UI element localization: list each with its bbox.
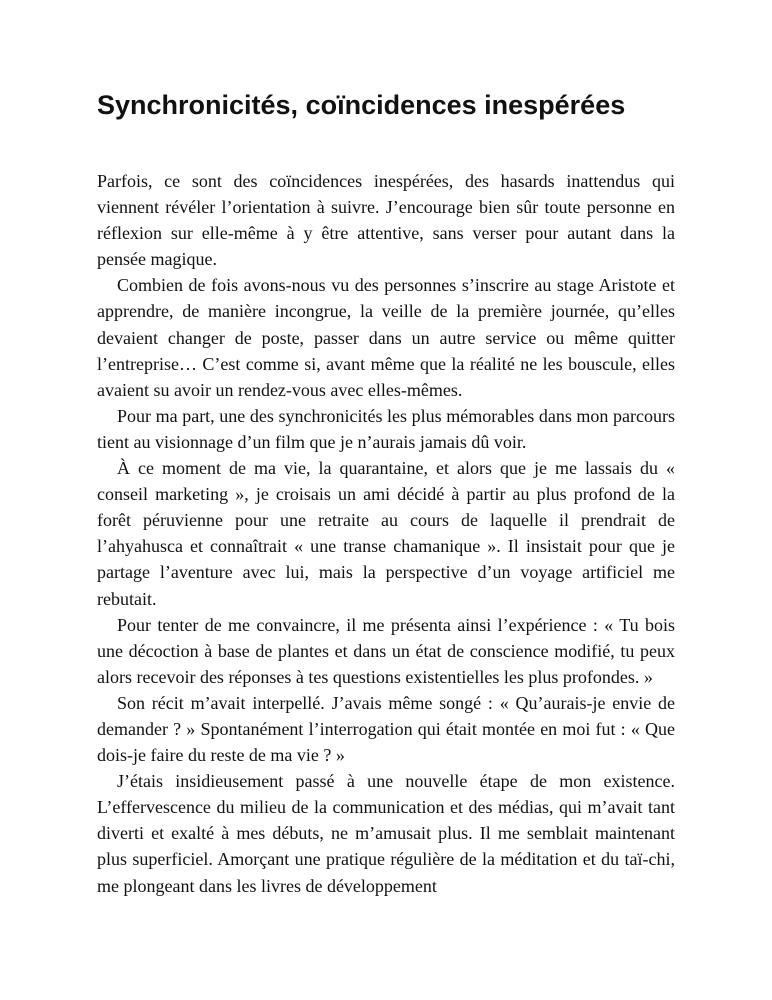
chapter-title: Synchronicités, coïncidences inespérées xyxy=(97,90,626,120)
paragraph-7: J’étais insidieusement passé à une nouvelle étape de mon existence. L’effervescence du milieu de la communication et des médias, qui m’avait tant diverti et exalté à mes débuts, ne m’amusait plus. Il me semblait maintenant plus superficiel. Amorçant une pratique régulière de la méditation et du taï-chi, me plongeant dans les livres de développement xyxy=(97,771,675,896)
paragraph-5: Pour tenter de me convaincre, il me présenta ainsi l’expérience : « Tu bois une décoction à base de plantes et dans un état de conscience modifié, tu peux alors recevoir des réponses à tes questions existentielles les plus profondes. » xyxy=(97,614,675,687)
paragraph-2: Combien de fois avons-nous vu des personnes s’inscrire au stage Aristote et apprendre, de manière incongrue, la veille de la première journée, qu’elles devaient changer de poste, passer dans un autre service ou même quitter l’entreprise… C’est comme si, avant même que la réalité ne les bouscule, elles avaient su avoir un rendez-vous avec elles-mêmes. xyxy=(97,275,675,400)
paragraph-4: À ce moment de ma vie, la quarantaine, et alors que je me lassais du « conseil marketing », je croisais un ami décidé à partir au plus profond de la forêt péruvienne pour une retraite au cours de laquelle il prendrait de l’ahyahusca et connaîtrait « une transe chamanique ». Il insistait pour que je partage l’aventure avec lui, mais la perspective d’un voyage artificiel me rebutait. xyxy=(97,458,675,609)
paragraph-3: Pour ma part, une des synchronicités les plus mémorables dans mon parcours tient au visionnage d’un film que je n’aurais jamais dû voir. xyxy=(97,405,675,452)
paragraph-6: Son récit m’avait interpellé. J’avais même songé : « Qu’aurais-je envie de demander ? » Spontanément l’interrogation qui était montée en moi fut : « Que dois-je faire du reste de ma vie ? » xyxy=(97,692,675,766)
chapter-body xyxy=(97,168,675,899)
paragraph-1: Parfois, ce sont des coïncidences inespérées, des hasards inattendus qui viennent révéler l’orientation à suivre. J’encourage bien sûr toute personne en réflexion sur elle-même à y être attentive, sans verser pour autant dans la pensée magique. xyxy=(97,171,675,270)
